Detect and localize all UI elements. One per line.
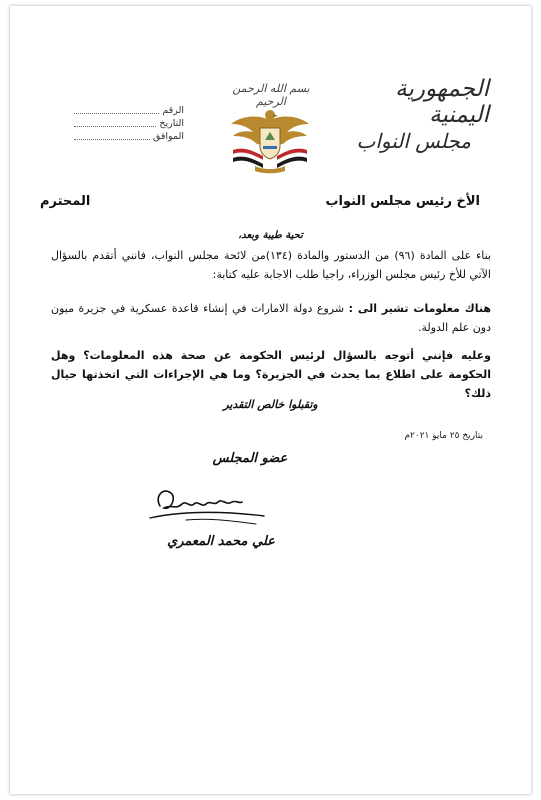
addressee-line (40, 194, 480, 209)
document-page (10, 6, 531, 794)
basmala-calligraphy: بسم الله الرحمن الرحيم (232, 82, 310, 108)
addressee: الأخ رئيس مجلس النواب (325, 194, 480, 209)
council-name: مجلس النواب (356, 129, 471, 153)
paragraph-legal-basis: بناء على المادة (٩٦) من الدستور والمادة (١٣٤)من لائحة مجلس النواب، فانني أتقدم بالسؤال الآتي للأخ رئيس مجلس الوزراء، راجيا طلب الاجابة عليه كتابة: (51, 249, 491, 281)
reference-number-field: الرقم (74, 103, 184, 116)
date-field: التاريخ (74, 116, 184, 129)
paragraph-question: وعليه فإنني أتوجه بالسؤال لرئيس الحكومة عن صحة هذه المعلومات؟ وهل الحكومة على اطلاع بما يحدث في الجزيرة؟ وما هي الإجراءات التي اتخذتها حيال ذلك؟ (51, 349, 491, 400)
closing-line: وتقبلوا خالص التقدير (223, 398, 318, 411)
signatory-name: علي محمد المعمري (167, 534, 275, 549)
reference-fields (74, 103, 184, 142)
republic-name: الجمهورية اليمنية (395, 76, 489, 128)
paragraph-information-lead: هناك معلومات تشير الى : (348, 302, 491, 315)
letterhead-title (339, 76, 489, 154)
paragraph-information-body: شروع دولة الامارات في إنشاء قاعدة عسكرية في جزيرة ميون دون علم الدولة. (51, 302, 491, 334)
corresponding-date-field: الموافق (74, 129, 184, 142)
signatory-title: عضو المجلس (212, 451, 288, 466)
honorific: المحترم (40, 194, 91, 209)
greeting: تحية طيبة وبعد، (238, 230, 303, 241)
yemen-emblem-icon (227, 106, 313, 174)
paragraph-information (51, 299, 491, 337)
handwritten-signature (146, 480, 266, 528)
letter-date: بتاريخ ٢٥ مايو ٢٠٢١م (404, 431, 483, 441)
